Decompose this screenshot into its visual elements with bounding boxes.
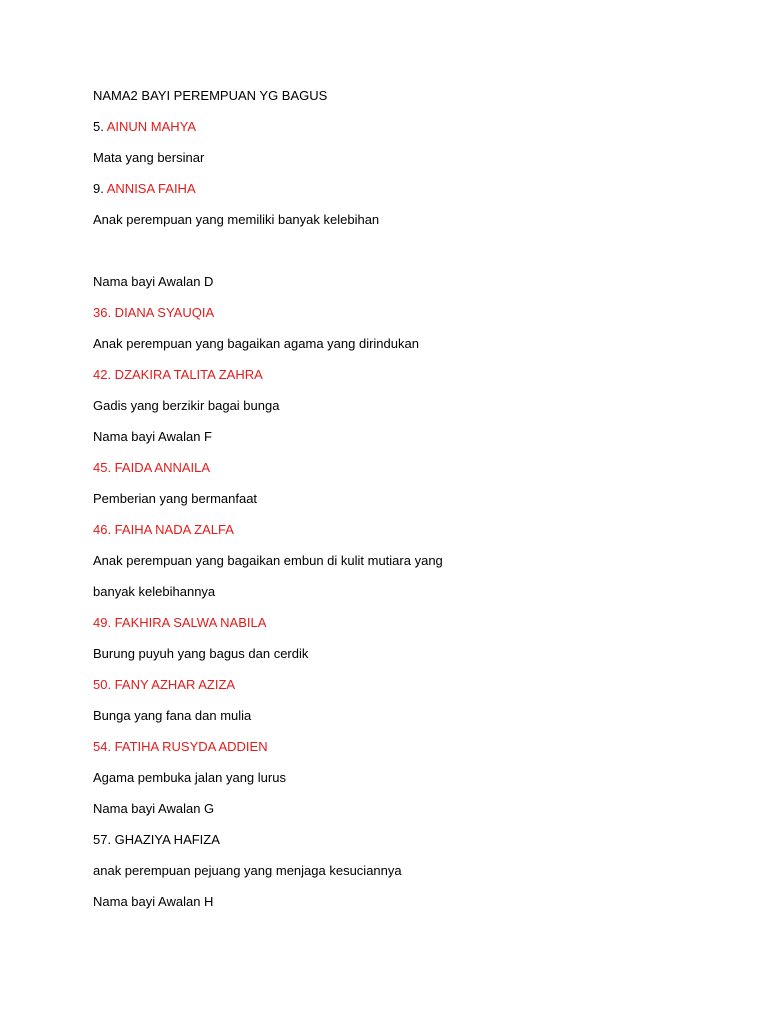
entry-name: 45. FAIDA ANNAILA: [93, 460, 211, 475]
name-meaning: Anak perempuan yang memiliki banyak kelebihan: [93, 212, 380, 227]
name-meaning: banyak kelebihannya: [93, 584, 216, 599]
entry-name: AINUN MAHYA: [106, 119, 197, 134]
name-meaning: Pemberian yang bermanfaat: [93, 491, 258, 506]
entry-name: 46. FAIHA NADA ZALFA: [93, 522, 234, 537]
name-meaning: Mata yang bersinar: [93, 150, 205, 165]
section-heading: Nama bayi Awalan G: [93, 801, 215, 816]
entry-name: 36. DIANA SYAUQIA: [93, 305, 215, 320]
entry-name: 49. FAKHIRA SALWA NABILA: [93, 615, 267, 630]
document-title: NAMA2 BAYI PEREMPUAN YG BAGUS: [93, 88, 328, 103]
name-meaning: Bunga yang fana dan mulia: [93, 708, 252, 723]
entry-number: 9.: [93, 181, 104, 196]
section-heading: Nama bayi Awalan F: [93, 429, 212, 444]
entry-name: ANNISA FAIHA: [106, 181, 196, 196]
name-meaning: Agama pembuka jalan yang lurus: [93, 770, 286, 785]
name-meaning: Gadis yang berzikir bagai bunga: [93, 398, 280, 413]
name-entry: [93, 119, 196, 135]
section-heading: Nama bayi Awalan H: [93, 894, 214, 909]
entry-name: 50. FANY AZHAR AZIZA: [93, 677, 236, 692]
section-heading: Nama bayi Awalan D: [93, 274, 214, 289]
name-meaning: Anak perempuan yang bagaikan embun di kulit mutiara yang: [93, 553, 443, 568]
entry-name: 57. GHAZIYA HAFIZA: [93, 832, 220, 847]
name-meaning: Burung puyuh yang bagus dan cerdik: [93, 646, 309, 661]
name-meaning: anak perempuan pejuang yang menjaga kesuciannya: [93, 863, 402, 878]
entry-name: 42. DZAKIRA TALITA ZAHRA: [93, 367, 263, 382]
name-meaning: Anak perempuan yang bagaikan agama yang dirindukan: [93, 336, 419, 351]
entry-number: 5.: [93, 119, 104, 134]
name-entry: [93, 181, 196, 197]
entry-name: 54. FATIHA RUSYDA ADDIEN: [93, 739, 268, 754]
